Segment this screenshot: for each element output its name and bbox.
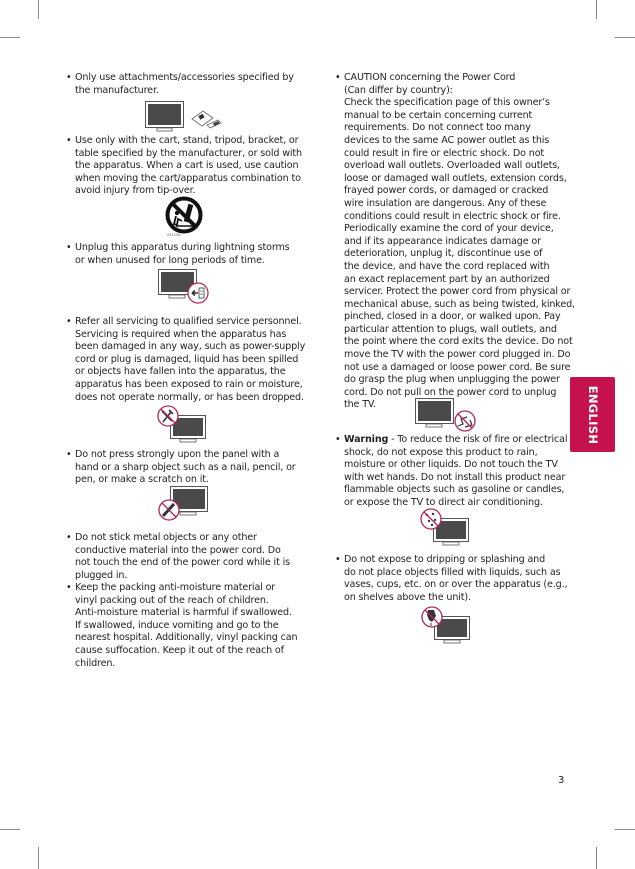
bullet: • xyxy=(335,434,341,445)
item-text: Do not press strongly upon the panel with a hand or a sharp object such as a nail, pencil, or pen, or make a scratch on it. xyxy=(75,449,296,486)
no-damaged-cord-icon xyxy=(415,398,477,438)
crop-mark-bottom-right-vertical xyxy=(596,847,597,869)
cart-tip-over-warning-icon xyxy=(164,196,206,242)
crop-mark-top-right-horizontal xyxy=(615,37,635,38)
bullet: • xyxy=(66,72,72,83)
crop-mark-bottom-left-horizontal xyxy=(0,829,20,830)
item-text: Do not stick metal objects or any other conductive material into the power cord. Do not touch the end of the power cord while it is plugged in. xyxy=(75,532,290,581)
language-tab-label: ENGLISH xyxy=(585,385,600,444)
language-tab xyxy=(570,377,615,452)
tv-with-accessories-icon xyxy=(145,101,225,139)
item-text: Only use attachments/accessories specified by the manufacturer. xyxy=(75,72,294,96)
no-liquid-container-icon xyxy=(421,606,473,648)
item-text: Use only with the cart, stand, tripod, bracket, or table specified by the manufacturer, or sold with the apparatus. When a cart is used, use caution when moving the cart/apparatus combination to avoid injury from tip-over. xyxy=(75,135,302,197)
bullet: • xyxy=(335,554,341,565)
bullet: • xyxy=(66,582,72,593)
item-text: Warning - To reduce the risk of fire or electrical shock, do not expose this product to rain, moisture or other liquids. Do not touch the TV with wet hands. Do not install this product near flammable objects such as gasoline or candles, or expose the TV to direct air conditioning. xyxy=(344,434,568,508)
item-text: Unplug this apparatus during lightning storms or when unused for long periods of time. xyxy=(75,242,290,266)
item-text: Keep the packing anti-moisture material or vinyl packing out of the reach of children. Anti-moisture material is harmful if swallowed. If swallowed, induce vomiting and go to the nearest hospital. Additionally, vinyl packing can cause suffocation. Keep it out of the reach of children. xyxy=(75,582,298,669)
crop-mark-top-left-horizontal xyxy=(0,37,20,38)
no-sharp-object-icon xyxy=(158,486,210,528)
item-text: Do not expose to dripping or splashing and do not place objects filled with liquids, such as vases, cups, etc. on or over the apparatus (e.g., on shelves above the unit). xyxy=(344,554,568,603)
bullet: • xyxy=(66,532,72,543)
item-text: Refer all servicing to qualified service personnel. Servicing is required when the apparatus has been damaged in any way, such as power-supply cord or plug is damaged, liquid has been spilled or objects have fallen into the apparatus, the apparatus has been exposed to rain or moisture, does not operate normally, or has been dropped. xyxy=(75,316,306,403)
svg-text:S3125A: S3125A xyxy=(167,233,181,237)
crop-mark-top-right-vertical xyxy=(596,0,597,19)
bullet: • xyxy=(66,242,72,253)
warning-label: Warning xyxy=(344,434,389,445)
no-moisture-icon xyxy=(420,508,472,550)
bullet: • xyxy=(66,316,72,327)
crop-mark-bottom-right-horizontal xyxy=(615,829,635,830)
crop-mark-top-left-vertical xyxy=(38,0,39,19)
bullet: • xyxy=(335,72,341,83)
item-text: CAUTION concerning the Power Cord (Can differ by country): Check the specification page of this owner’s manual to be certain concerning current requirements. Do not connect too many devices to the same AC power outlet as this could result in fire or electric shock. Do not overload wall outlets. Overloaded wall outlets, loose or damaged wall outlets, extension cords, frayed power cords, or damaged or cracked wire insulation are dangerous. Any of these conditions could result in electric shock or fire. Periodically examine the cord of your device, and if its appearance indicates damage or deterioration, unplug it, discontinue use of the device, and have the cord replaced with an exact replacement part by an authorized servicer. Protect the power cord from physical or mechanical abuse, such as being twisted, kinked, pinched, closed in a door, or walked upon. Pay particular attention to plugs, wall outlets, and the point where the cord exits the device. Do not move the TV with the power cord plugged in. Do not use a damaged or loose power cord. Be sure do grasp the plug when unplugging the power cord. Do not pull on the power cord to unplug the TV. xyxy=(344,72,575,411)
no-self-service-icon xyxy=(157,405,209,447)
bullet: • xyxy=(66,449,72,460)
bullet: • xyxy=(66,135,72,146)
tv-unplug-icon xyxy=(158,269,214,309)
crop-mark-bottom-left-vertical xyxy=(38,847,39,869)
page-number: 3 xyxy=(558,775,565,786)
